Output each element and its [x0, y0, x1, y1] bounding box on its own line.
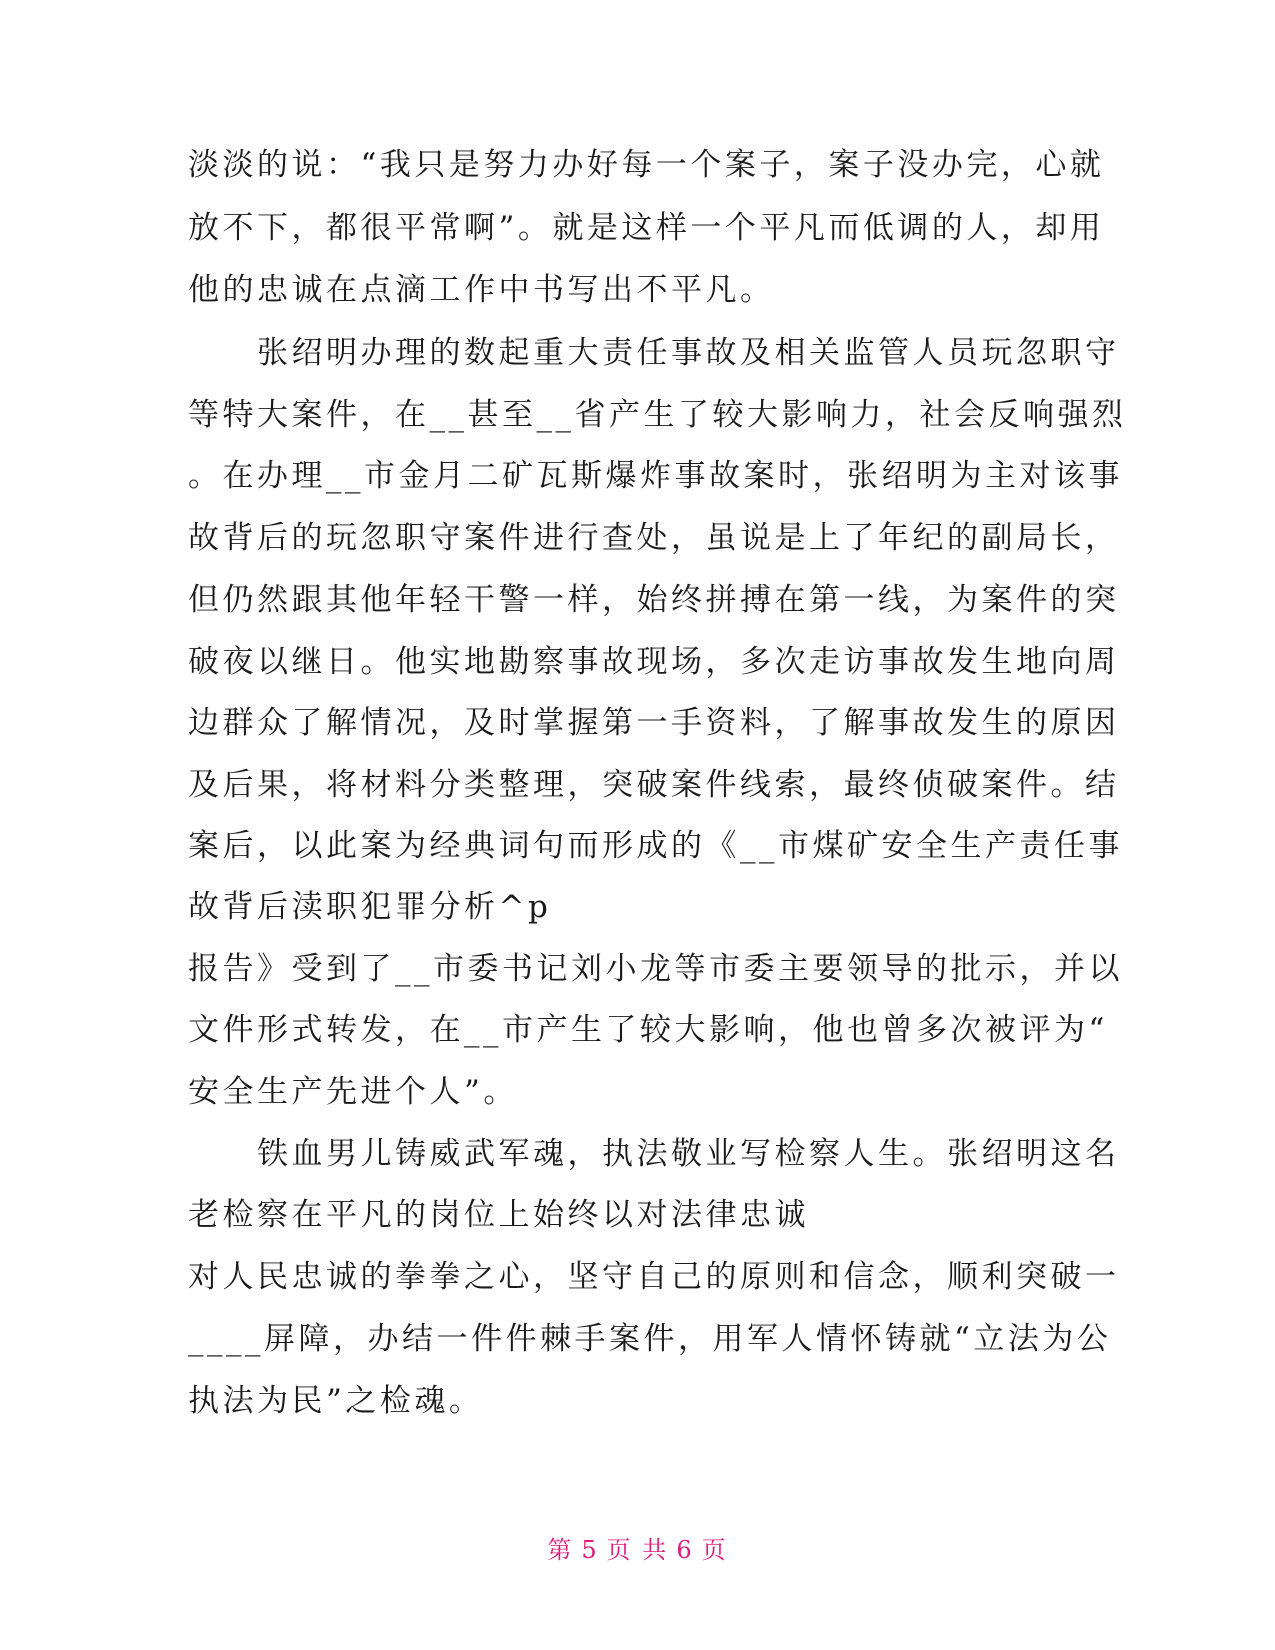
body-line: 放不下，都很平常啊”。就是这样一个平凡而低调的人，却用	[188, 210, 1105, 246]
body-line: 安全生产先进个人”。	[188, 1074, 518, 1110]
current-page-number: 5	[581, 1536, 599, 1564]
body-line: 故背后渎职犯罪分析^p	[188, 889, 552, 925]
body-line: 。在办理__市金月二矿瓦斯爆炸事故案时，张绍明为主对该事	[188, 458, 1123, 494]
body-line: 淡淡的说：“我只是努力办好每一个案子，案子没办完，心就	[188, 147, 1105, 183]
body-line: ____屏障，办结一件件棘手案件，用军人情怀铸就“立法为公	[188, 1321, 1112, 1357]
footer-suffix: 页	[701, 1536, 728, 1564]
page-footer	[0, 1530, 1275, 1565]
body-line: 及后果，将材料分类整理，突破案件线索，最终侦破案件。结	[188, 767, 1120, 803]
body-line: 对人民忠诚的拳拳之心，坚守自己的原则和信念，顺利突破一	[188, 1259, 1120, 1295]
body-line: 故背后的玩忽职守案件进行查处，虽说是上了年纪的副局长，	[188, 520, 1120, 556]
body-line: 破夜以继日。他实地勘察事故现场，多次走访事故发生地向周	[188, 644, 1120, 680]
body-line: 报告》受到了__市委书记刘小龙等市委主要领导的批示，并以	[188, 951, 1123, 987]
body-line: 执法为民”之检魂。	[188, 1383, 484, 1419]
body-line: 铁血男儿铸威武军魂，执法敬业写检察人生。张绍明这名	[188, 1136, 1120, 1172]
body-line: 边群众了解情况，及时掌握第一手资料，了解事故发生的原因	[188, 705, 1120, 741]
body-line: 老检察在平凡的岗位上始终以对法律忠诚	[188, 1197, 809, 1233]
body-line: 文件形式转发，在__市产生了较大影响，他也曾多次被评为“	[188, 1012, 1108, 1048]
body-line: 案后，以此案为经典词句而形成的《__市煤矿安全生产责任事	[188, 828, 1123, 864]
body-line: 他的忠诚在点滴工作中书写出不平凡。	[188, 272, 775, 308]
body-line: 但仍然跟其他年轻干警一样，始终拼搏在第一线，为案件的突	[188, 582, 1120, 618]
body-line: 张绍明办理的数起重大责任事故及相关监管人员玩忽职守	[188, 335, 1120, 371]
footer-prefix: 第	[547, 1536, 574, 1564]
body-line: 等特大案件，在__甚至__省产生了较大影响力，社会反响强烈	[188, 397, 1127, 433]
total-pages-number: 6	[676, 1536, 694, 1564]
footer-middle: 页 共	[606, 1536, 669, 1564]
